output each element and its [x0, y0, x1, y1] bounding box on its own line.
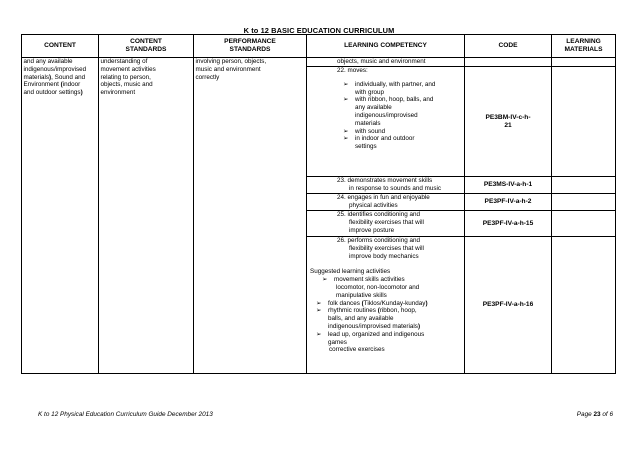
competency-line: in response to sounds and music	[349, 184, 442, 192]
bullet-text: lead up, organized and indigenous	[328, 330, 425, 338]
performance-line: correctly	[195, 73, 220, 81]
curriculum-table	[21, 34, 616, 374]
content-standards-line: objects, music and	[100, 81, 153, 89]
text-run: (	[60, 81, 63, 89]
suggested-head: Suggested learning activities	[310, 268, 391, 276]
bullet-cont: settings	[355, 143, 377, 151]
arrow-bullet-icon: ➢	[343, 127, 349, 135]
competency-line: 24. engages in fun and enjoyable	[337, 194, 430, 201]
bullet-cont: any available	[355, 104, 392, 112]
header-content	[22, 35, 99, 58]
text-run: rhythmic routines	[328, 307, 378, 315]
competency-line: flexibility exercises that will	[349, 244, 424, 252]
materials-blank	[552, 194, 615, 211]
bullet-cont: locomotor, non-locomotor and	[336, 283, 420, 291]
header-content-standards-l2: STANDARDS	[125, 46, 167, 53]
text-run: indigenous/improvised materials	[328, 322, 418, 330]
bullet-cont: with group	[355, 88, 385, 96]
performance-standards-cell	[194, 58, 307, 374]
bullet-text: with sound	[355, 127, 386, 135]
content-standards-line: understanding of	[100, 58, 148, 65]
competency-22-bullets	[337, 81, 464, 151]
header-performance-l1: PERFORMANCE	[224, 38, 276, 46]
header-performance-l2: STANDARDS	[229, 46, 271, 53]
text-run: , Sound and	[51, 73, 86, 81]
text-run: )	[425, 299, 428, 307]
bullet-text: movement skills activities	[334, 276, 405, 284]
competency-line: 26. performs conditioning and	[337, 237, 420, 244]
materials-blank	[552, 58, 615, 67]
code-text: PE3PF-IV-a-h-15	[482, 219, 534, 227]
performance-line: music and environment	[195, 65, 261, 73]
bullet-text: individually, with partner, and	[355, 80, 436, 88]
arrow-bullet-icon: ➢	[343, 96, 349, 104]
header-content-standards-l1: CONTENT	[130, 38, 162, 46]
code-text: PE3BM-IV-c-h-	[485, 113, 531, 121]
competency-23	[307, 177, 464, 194]
code-text: PE3PF-IV-a-h-16	[482, 301, 534, 309]
bullet-cont: materials	[355, 119, 381, 127]
bullet-cont: games	[328, 338, 347, 346]
document-title: K to 12 BASIC EDUCATION CURRICULUM	[243, 26, 395, 35]
header-row	[22, 35, 616, 58]
code-22	[465, 67, 551, 177]
competency-22-head: 22. moves:	[337, 67, 368, 74]
competency-text: objects, music and environment	[337, 58, 426, 65]
text-run: Tiklos/Kunday-kunday	[363, 299, 426, 307]
text-run: )	[80, 89, 83, 97]
bullet-item	[343, 128, 464, 136]
code-23	[465, 177, 551, 194]
bullet-text: with ribbon, hoop, balls, and	[355, 96, 434, 104]
content-cell	[22, 58, 99, 374]
text-run: (	[377, 307, 380, 315]
competency-line: improve body mechanics	[349, 252, 419, 260]
footer-document-name: K to 12 Physical Education Curriculum Guide December 2013	[38, 411, 213, 418]
code-blank	[465, 58, 551, 67]
content-standards-line: relating to person,	[100, 73, 151, 81]
text-run: and outdoor settings	[23, 89, 81, 97]
text-run: )	[49, 73, 52, 81]
content-standards-cell	[99, 58, 194, 374]
page-number: 23	[593, 411, 601, 418]
text-run: Environment	[23, 81, 61, 89]
bullet-cont: corrective exercises	[329, 346, 385, 354]
header-performance-standards	[194, 35, 307, 58]
arrow-bullet-icon: ➢	[322, 276, 328, 284]
header-learning-competency-label: LEARNING COMPETENCY	[344, 42, 427, 50]
competency-line: flexibility exercises that will	[349, 218, 424, 226]
arrow-bullet-icon: ➢	[316, 299, 322, 307]
competency-22	[307, 67, 464, 177]
competency-26-text	[307, 237, 464, 260]
header-materials-l1: LEARNING	[566, 38, 601, 46]
content-line	[24, 81, 97, 89]
bullet-item	[316, 307, 464, 315]
content-standards-line: movement activities	[100, 65, 156, 73]
learning-materials-cell	[552, 58, 616, 374]
code-cell	[465, 58, 552, 374]
header-code	[465, 35, 552, 58]
materials-blank	[552, 67, 615, 177]
competency-line: 23. demonstrates movement skills	[337, 177, 433, 184]
materials-blank	[552, 237, 615, 373]
competency-line: improve posture	[349, 226, 395, 234]
bullet-item	[343, 135, 464, 143]
table-row	[22, 58, 616, 374]
code-26	[465, 237, 551, 373]
header-content-standards	[99, 35, 194, 58]
text-run: indoor	[62, 81, 81, 89]
content-line: indigenous/improvised	[23, 65, 87, 73]
header-code-label: CODE	[498, 42, 518, 50]
bullet-cont: indigenous/improvised	[355, 111, 418, 119]
materials-blank	[552, 211, 615, 237]
suggested-list	[310, 276, 464, 354]
text-run: )	[417, 322, 421, 330]
suggested-activities	[307, 268, 464, 354]
competency-continued	[307, 58, 464, 67]
header-learning-materials	[552, 35, 616, 58]
bullet-item	[316, 331, 464, 339]
code-25	[465, 211, 551, 237]
code-text: 21	[504, 121, 512, 129]
competency-line: physical activities	[349, 201, 398, 209]
materials-blank	[552, 177, 615, 194]
bullet-cont: manipulative skills	[336, 291, 387, 299]
bullet-cont	[322, 323, 464, 331]
bullet-item	[343, 96, 464, 104]
bullet-item	[343, 81, 464, 89]
bullet-item	[322, 276, 464, 284]
code-text: PE3PF-IV-a-h-2	[484, 198, 532, 206]
arrow-bullet-icon: ➢	[316, 330, 322, 338]
arrow-bullet-icon: ➢	[343, 135, 349, 143]
text-run: ribbon, hoop,	[379, 307, 417, 315]
header-learning-competency	[307, 35, 465, 58]
competency-24	[307, 194, 464, 211]
page-of: of 6	[600, 411, 613, 418]
bullet-cont: balls, and any available	[328, 315, 394, 323]
competency-line: 25. identifies conditioning and	[337, 211, 420, 218]
bullet-item	[316, 300, 464, 308]
header-content-label: CONTENT	[44, 42, 76, 50]
text-run: materials	[23, 73, 50, 81]
arrow-bullet-icon: ➢	[343, 80, 349, 88]
competency-25	[307, 211, 464, 237]
arrow-bullet-icon: ➢	[316, 307, 322, 315]
text-run: folk dances	[328, 299, 362, 307]
performance-line: involving person, objects,	[195, 58, 267, 65]
text-run: (	[361, 299, 364, 307]
bullet-text: in indoor and outdoor	[355, 135, 415, 143]
content-line	[24, 89, 97, 97]
content-standards-line: environment	[100, 89, 136, 97]
footer-page-number	[577, 411, 613, 418]
code-text: PE3MS-IV-a-h-1	[483, 181, 533, 189]
content-line: and any available	[23, 58, 73, 65]
code-24	[465, 194, 551, 211]
page-label: Page	[576, 411, 594, 418]
content-line	[24, 74, 97, 82]
competency-26	[307, 237, 464, 373]
learning-competency-cell	[307, 58, 465, 374]
header-materials-l2: MATERIALS	[564, 46, 603, 53]
